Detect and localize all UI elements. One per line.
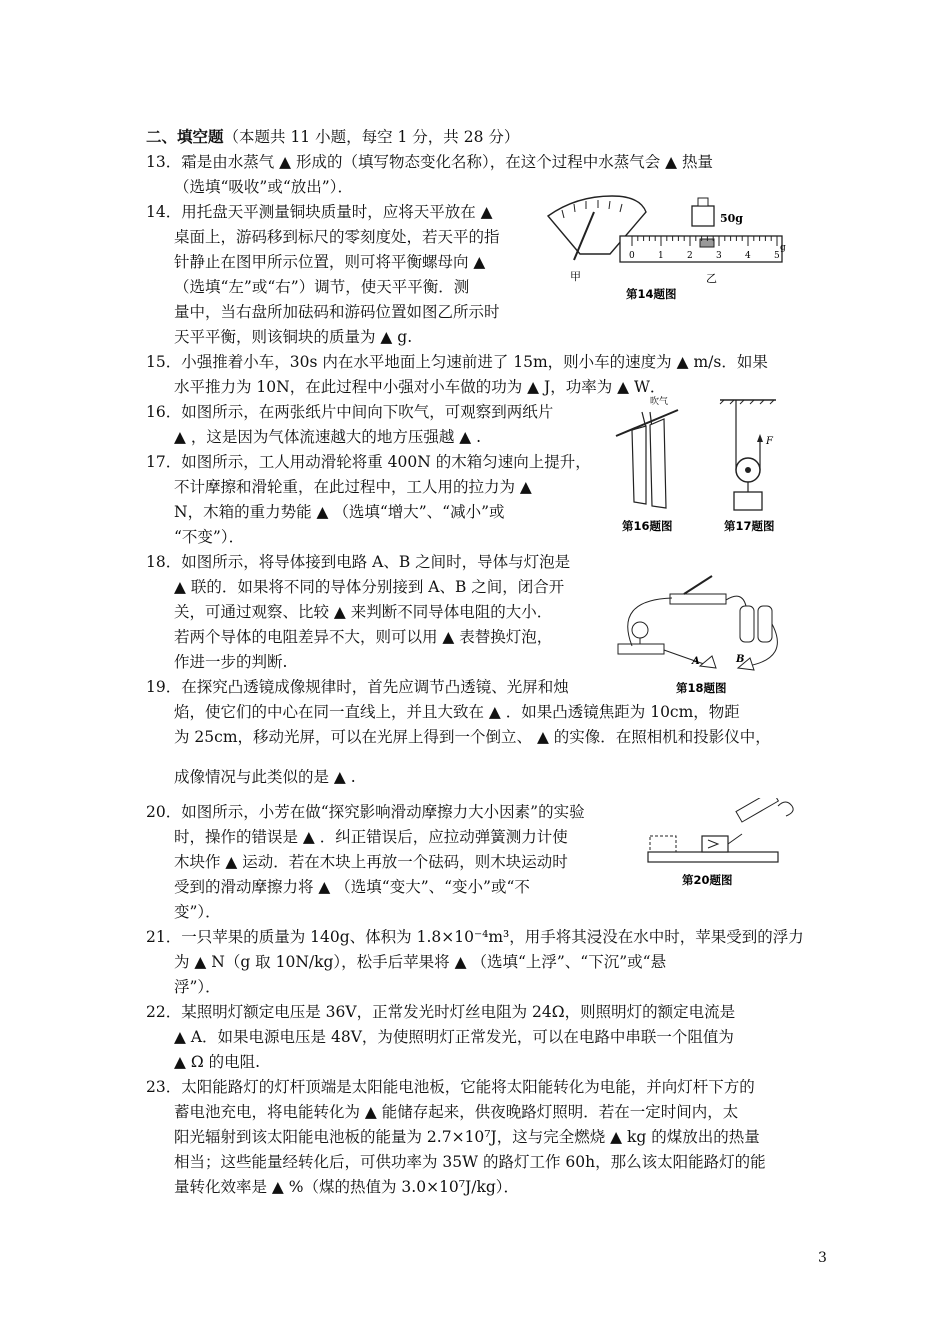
- q14-line1: 14．用托盘天平测量铜块质量时，应将天平放在 ▲: [146, 203, 493, 221]
- lamp-base: [618, 644, 664, 654]
- scale-tick-label: 5: [774, 251, 780, 261]
- q14-line2: 桌面上，游码移到标尺的零刻度处，若天平的指: [174, 228, 500, 246]
- q17-line1: 17．如图所示，工人用动滑轮将重 400N 的木箱匀速向上提升，: [146, 453, 591, 471]
- page-number: 3: [818, 1250, 827, 1266]
- weight-knob: [698, 198, 708, 206]
- paper-left: [632, 426, 646, 504]
- label-yi: 乙: [706, 272, 717, 285]
- q18-line2: ▲ 联的．如果将不同的导体分别接到 A、B 之间，闭合开: [174, 578, 565, 596]
- force-label: F: [766, 436, 773, 447]
- q20-line1: 20．如图所示，小芳在做“探究影响滑动摩擦力大小因素”的实验: [146, 803, 585, 821]
- figure-14: [540, 192, 790, 302]
- q21-line2: 为 ▲ N（g 取 10N/kg），松手后苹果将 ▲ （选填“上浮”、“下沉”或“悬: [174, 953, 667, 971]
- scale-unit: g: [780, 243, 786, 253]
- q18-line4: 若两个导体的电阻差异不大，则可以用 ▲ 表替换灯泡，: [174, 628, 553, 646]
- bulb: [632, 622, 648, 638]
- switch-lever: [684, 576, 712, 594]
- q18-line1: 18．如图所示，将导体接到电路 A、B 之间时，导体与灯泡是: [146, 553, 571, 571]
- q19-line4: 成像情况与此类似的是 ▲ .: [174, 768, 356, 786]
- clip-a: [700, 656, 716, 668]
- q15-line1: 15．小强推着小车，30s 内在水平地面上匀速前进了 15m，则小车的速度为 ▲ m/s．如果: [146, 353, 768, 371]
- q14-line3: 针静止在图甲所示位置，则可将平衡螺母向 ▲: [174, 253, 486, 271]
- scale-tick-label: 4: [745, 251, 751, 261]
- label-jia: 甲: [570, 270, 581, 283]
- caption-14: 第14题图: [626, 287, 677, 301]
- q19-line2: 焰，使它们的中心在同一直线上，并且大致在 ▲ ．如果凸透镜焦距为 10cm，物距: [174, 703, 740, 721]
- q15-line2: 水平推力为 10N，在此过程中小强对小车做的功为 ▲ J，功率为 ▲ W．: [174, 378, 666, 396]
- q21-line3: 浮”）．: [174, 978, 221, 996]
- paper-right: [650, 419, 666, 508]
- caption-18: 第18题图: [676, 681, 727, 695]
- switch-base: [670, 594, 726, 604]
- terminal-b: B: [736, 654, 745, 665]
- wood-block: [702, 836, 728, 852]
- stick: [616, 410, 678, 436]
- q13-line2: （选填“吸收”或“放出”）．: [174, 178, 353, 196]
- scale-tick-label: 1: [658, 251, 664, 261]
- scale-tick-label: 0: [629, 251, 635, 261]
- caption-17: 第17题图: [724, 519, 775, 533]
- figure-20: [646, 798, 798, 890]
- section-note: （本题共 11 小题，每空 1 分，共 28 分）: [223, 128, 520, 146]
- section-header: [146, 126, 519, 148]
- board: [648, 852, 778, 862]
- q19-line3: 为 25cm，移动光屏，可以在光屏上得到一个倒立、 ▲ 的实像．在照相机和投影仪中，: [174, 728, 771, 746]
- hand: [778, 802, 793, 816]
- caption-20: 第20题图: [682, 873, 733, 887]
- weight-block: [692, 206, 714, 226]
- q14-line4: （选填“左”或“右”）调节，使天平平衡．测: [174, 278, 470, 296]
- weight-label: 50g: [720, 212, 743, 225]
- section-label: 二、填空题: [146, 127, 224, 146]
- q20-line3: 木块作 ▲ 运动．若在木块上再放一个砝码，则木块运动时: [174, 853, 568, 871]
- battery-1: [740, 606, 754, 642]
- crate: [734, 492, 762, 510]
- scale-tick-label: 3: [716, 251, 722, 261]
- q23-line4: 相当；这些能量经转化后，可供功率为 35W 的路灯工作 60h，那么该太阳能路灯的能: [174, 1153, 766, 1171]
- q18-line3: 关，可通过观察、比较 ▲ 来判断不同导体电阻的大小．: [174, 603, 553, 621]
- q16-line1: 16．如图所示，在两张纸片中间向下吹气，可观察到两纸片: [146, 403, 554, 421]
- q22-line3: ▲ Ω 的电阻.: [174, 1053, 261, 1071]
- caption-16: 第16题图: [622, 519, 673, 533]
- figure-18: [612, 560, 794, 700]
- q23-line3: 阳光辐射到该太阳能电池板的能量为 2.7×10⁷J，这与完全燃烧 ▲ kg 的煤放出的热量: [174, 1128, 760, 1146]
- q23-line5: 量转化效率是 ▲ %（煤的热值为 3.0×10⁷J/kg）．: [174, 1178, 520, 1196]
- blow-label: 吹气: [650, 397, 669, 407]
- q22-line1: 22．某照明灯额定电压是 36V，正常发光时灯丝电阻为 24Ω，则照明灯的额定电流是: [146, 1003, 736, 1021]
- q20-line4: 受到的滑动摩擦力将 ▲ （选填“变大”、“变小”或“不: [174, 878, 530, 896]
- q23-line2: 蓄电池充电，将电能转化为 ▲ 能储存起来，供夜晚路灯照明．若在一定时间内，太: [174, 1103, 739, 1121]
- scale-tick-label: 2: [687, 251, 693, 261]
- q20-line2: 时，操作的错误是 ▲ ．纠正错误后，应拉动弹簧测力计使: [174, 828, 568, 846]
- q17-line2: 不计摩擦和滑轮重，在此过程中，工人用的拉力为 ▲: [174, 478, 532, 496]
- q23-line1: 23．太阳能路灯的灯杆顶端是太阳能电池板，它能将太阳能转化为电能，并向灯杆下方的: [146, 1078, 755, 1096]
- q13-line1: 13．霜是由水蒸气 ▲ 形成的（填写物态变化名称），在这个过程中水蒸气会 ▲ 热量: [146, 153, 714, 171]
- q19-line1: 19．在探究凸透镜成像规律时，首先应调节凸透镜、光屏和烛: [146, 678, 569, 696]
- terminal-a: A: [692, 656, 700, 667]
- battery-2: [758, 606, 772, 642]
- force-arrow: [757, 434, 763, 442]
- q16-line2: ▲ ，这是因为气体流速越大的地方压强越 ▲ .: [174, 428, 482, 446]
- q20-line5: 变”）．: [174, 903, 221, 921]
- block-start: [650, 836, 676, 852]
- q17-line3: N，木箱的重力势能 ▲ （选填“增大”、“减小”或: [174, 503, 505, 521]
- q17-line4: “不变”）．: [174, 528, 245, 546]
- q14-line6: 天平平衡，则该铜块的质量为 ▲ g.: [174, 328, 413, 346]
- q22-line2: ▲ A．如果电源电压是 48V，为使照明灯正常发光，可以在电路中串联一个阻值为: [174, 1028, 734, 1046]
- figure-16-17: [612, 392, 792, 540]
- q18-line5: 作进一步的判断.: [174, 653, 288, 671]
- q14-line5: 量中，当右盘所加砝码和游码位置如图乙所示时: [174, 303, 500, 321]
- q21-line1: 21．一只苹果的质量为 140g、体积为 1.8×10⁻⁴m³，用手将其浸没在水中时，苹果受到的浮力: [146, 928, 804, 946]
- spring-scale: [736, 798, 778, 822]
